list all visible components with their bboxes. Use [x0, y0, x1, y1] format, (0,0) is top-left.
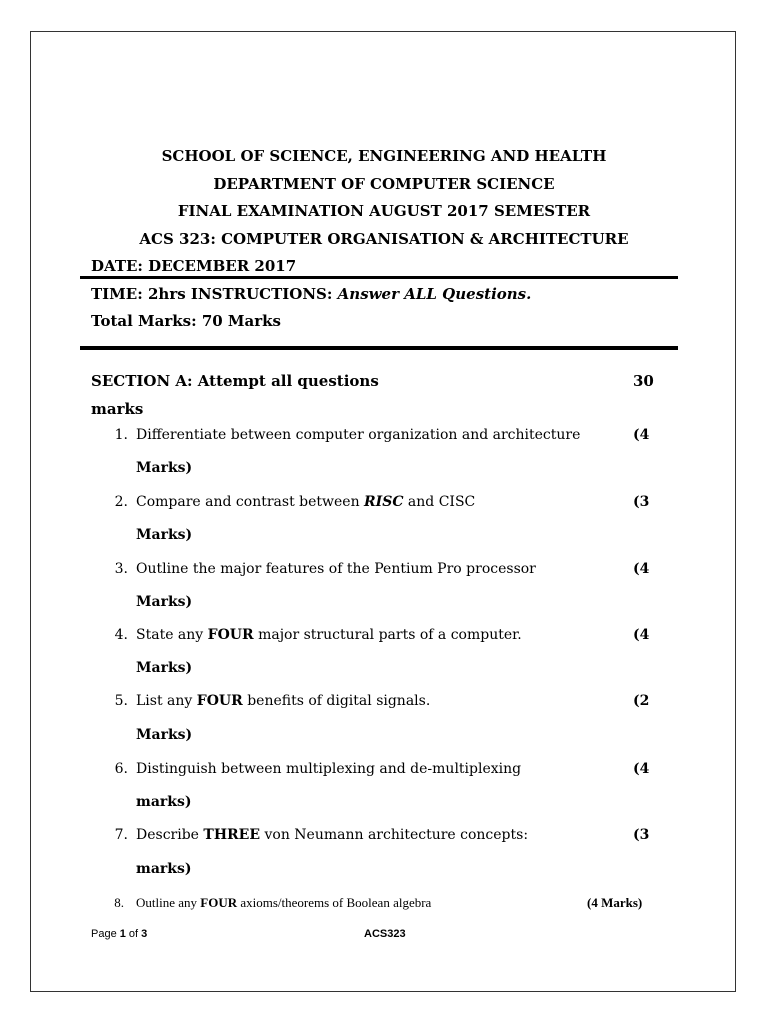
department-heading: DEPARTMENT OF COMPUTER SCIENCE	[213, 175, 555, 193]
question-number: 3.	[114, 561, 128, 577]
question-marks-label: marks)	[136, 794, 192, 810]
question-marks-value: (4	[633, 427, 650, 443]
question-marks-label: Marks)	[136, 660, 193, 676]
question-marks-label: Marks)	[136, 460, 193, 476]
time-label: TIME: 2hrs INSTRUCTIONS:	[91, 285, 338, 303]
question-marks-value: (4 Marks)	[587, 895, 643, 910]
section-marks-word: marks	[91, 400, 144, 418]
question-text: Describe THREE von Neumann architecture concepts:	[136, 827, 529, 843]
question-text: State any FOUR major structural parts of a computer.	[136, 627, 522, 643]
question-number: 5.	[114, 693, 128, 709]
question-marks-value: (4	[633, 627, 650, 643]
divider-thick	[80, 346, 678, 350]
page-number: Page 1 of 3	[91, 928, 148, 940]
question-marks-value: (3	[633, 494, 650, 510]
question-marks-label: Marks)	[136, 727, 193, 743]
section-title: SECTION A: Attempt all questions	[91, 372, 379, 390]
divider-thin	[80, 276, 678, 279]
section-marks-number: 30	[633, 372, 654, 390]
question-text: Compare and contrast between RISC and CISC	[136, 494, 476, 510]
question-text: Distinguish between multiplexing and de-multiplexing	[136, 761, 522, 777]
question-text: List any FOUR benefits of digital signals.	[136, 693, 431, 709]
exam-date: DATE: DECEMBER 2017	[91, 257, 297, 275]
exam-heading: FINAL EXAMINATION AUGUST 2017 SEMESTER	[177, 202, 591, 220]
question-marks-value: (3	[633, 827, 650, 843]
question-marks-value: (4	[633, 761, 650, 777]
question-number: 8.	[114, 895, 124, 910]
question-marks-value: (2	[633, 693, 650, 709]
school-heading: SCHOOL OF SCIENCE, ENGINEERING AND HEALTH	[161, 147, 607, 165]
time-instructions	[91, 284, 531, 304]
instructions-text: Answer ALL Questions.	[337, 285, 532, 303]
course-heading: ACS 323: COMPUTER ORGANISATION & ARCHITECTURE	[139, 230, 629, 248]
question-number: 4.	[114, 627, 128, 643]
question-text: Outline any FOUR axioms/theorems of Boolean algebra	[136, 895, 432, 910]
question-text: Outline the major features of the Pentium Pro processor	[136, 561, 536, 577]
question-number: 2.	[114, 494, 128, 510]
question-marks-value: (4	[633, 561, 650, 577]
course-code-footer: ACS323	[364, 928, 406, 940]
question-marks-label: Marks)	[136, 594, 193, 610]
question-marks-label: Marks)	[136, 527, 193, 543]
question-marks-label: marks)	[136, 861, 192, 877]
question-text: Differentiate between computer organization and architecture	[136, 427, 581, 443]
question-number: 6.	[114, 761, 128, 777]
question-number: 7.	[114, 827, 128, 843]
question-number: 1.	[114, 427, 128, 443]
total-marks: Total Marks: 70 Marks	[91, 312, 281, 330]
